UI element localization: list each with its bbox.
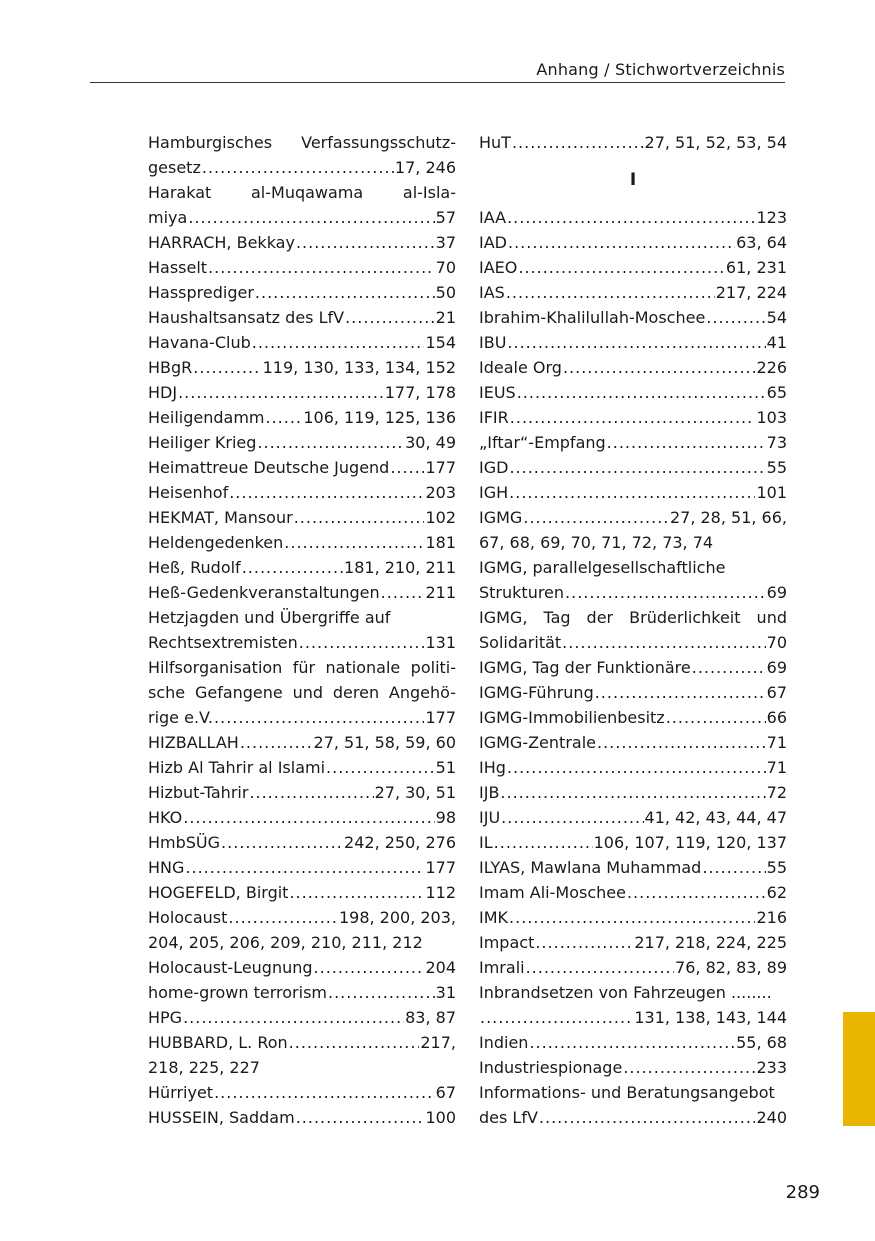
index-entry bbox=[148, 855, 456, 880]
entry-pages: 71 bbox=[766, 733, 787, 752]
index-group-i bbox=[479, 205, 787, 1130]
entry-term: Ideale Org bbox=[479, 358, 562, 377]
entry-term: Imrali bbox=[479, 958, 525, 977]
entry-pages: 106, 107, 119, 120, 137 bbox=[593, 833, 787, 852]
entry-term: Heisenhof bbox=[148, 483, 229, 502]
index-entry bbox=[479, 455, 787, 480]
entry-pages: 226 bbox=[756, 358, 787, 377]
entry-pages: 70 bbox=[435, 258, 456, 277]
dot-leader bbox=[252, 330, 425, 355]
dot-leader bbox=[390, 455, 424, 480]
entry-pages: 154 bbox=[425, 333, 456, 352]
entry-term: HARRACH, Bekkay bbox=[148, 233, 295, 252]
dot-leader bbox=[183, 805, 434, 830]
dot-leader bbox=[289, 1030, 420, 1055]
dot-leader bbox=[627, 880, 766, 905]
entry-pages: 67 bbox=[435, 1083, 456, 1102]
entry-pages: 63, 64 bbox=[736, 233, 787, 252]
index-entry bbox=[148, 1080, 456, 1105]
entry-term: Industriespionage bbox=[479, 1058, 623, 1077]
entry-pages: 181 bbox=[425, 533, 456, 552]
entry-term: IAA bbox=[479, 208, 507, 227]
dot-leader bbox=[507, 205, 755, 230]
entry-pages: 211 bbox=[425, 583, 456, 602]
index-entry bbox=[479, 205, 787, 230]
index-entry bbox=[479, 330, 787, 355]
dot-leader bbox=[523, 505, 669, 530]
entry-term: „Iftar“-Empfang bbox=[479, 433, 606, 452]
entry-pages: 242, 250, 276 bbox=[344, 833, 456, 852]
index-entry bbox=[148, 555, 456, 580]
index-column-left bbox=[148, 130, 456, 1130]
dot-leader bbox=[529, 1030, 735, 1055]
entry-term: IGMG bbox=[479, 508, 523, 527]
entry-pages: 30, 49 bbox=[405, 433, 456, 452]
entry-term: Impact bbox=[479, 933, 535, 952]
index-entry bbox=[148, 980, 456, 1005]
entry-pages: 51 bbox=[435, 758, 456, 777]
index-entry bbox=[479, 805, 787, 830]
entry-pages: 50 bbox=[435, 283, 456, 302]
index-entry bbox=[479, 680, 787, 705]
entry-pages: 71 bbox=[766, 758, 787, 777]
index-entry bbox=[479, 730, 787, 755]
dot-leader bbox=[480, 1005, 633, 1030]
dot-leader bbox=[345, 305, 435, 330]
index-entry: IGMG, Tag der Brüderlichkeit und bbox=[479, 608, 787, 627]
dot-leader bbox=[328, 980, 435, 1005]
entry-term: Indien bbox=[479, 1033, 529, 1052]
entry-term: gesetz bbox=[148, 158, 201, 177]
entry-pages: 67 bbox=[766, 683, 787, 702]
dot-leader bbox=[508, 230, 735, 255]
index-entry: Hilfsorganisation für nationale politi- bbox=[148, 658, 456, 677]
entry-term: HUBBARD, L. Ron bbox=[148, 1033, 288, 1052]
index-entry bbox=[148, 580, 456, 605]
entry-pages: 131 bbox=[425, 633, 456, 652]
entry-term: IGMG, Tag der Funktionäre bbox=[479, 658, 691, 677]
entry-pages: 83, 87 bbox=[405, 1008, 456, 1027]
entry-term: ILYAS, Mawlana Muhammad bbox=[479, 858, 702, 877]
entry-pages: 31 bbox=[435, 983, 456, 1002]
chapter-thumb-tab bbox=[843, 1012, 875, 1126]
entry-pages: 62 bbox=[766, 883, 787, 902]
entry-pages: 72 bbox=[766, 783, 787, 802]
entry-pages: 177 bbox=[425, 858, 456, 877]
index-entry: IGMG, parallelgesellschaftliche bbox=[479, 558, 726, 577]
index-entry bbox=[148, 780, 456, 805]
entry-term: HDJ bbox=[148, 383, 178, 402]
entry-pages: 17, 246 bbox=[394, 158, 456, 177]
dot-leader bbox=[296, 230, 435, 255]
index-entry bbox=[479, 580, 787, 605]
entry-pages: 21 bbox=[435, 308, 456, 327]
index-entry bbox=[479, 1055, 787, 1080]
entry-term: Hasselt bbox=[148, 258, 208, 277]
dot-leader bbox=[494, 830, 593, 855]
dot-leader bbox=[562, 630, 765, 655]
index-entry: 218, 225, 227 bbox=[148, 1058, 260, 1077]
index-entry bbox=[479, 380, 787, 405]
dot-leader bbox=[229, 480, 424, 505]
index-entry bbox=[479, 955, 787, 980]
entry-pages: 65 bbox=[766, 383, 787, 402]
index-entry bbox=[479, 280, 787, 305]
index-entry bbox=[148, 205, 456, 230]
entry-term: Hürriyet bbox=[148, 1083, 214, 1102]
index-entry bbox=[479, 705, 787, 730]
entry-term: Solidarität bbox=[479, 633, 562, 652]
dot-leader bbox=[240, 730, 313, 755]
entry-term: Hizbut-Tahrir bbox=[148, 783, 249, 802]
entry-pages: 66 bbox=[766, 708, 787, 727]
entry-term: Ibrahim-Khalilullah-Moschee bbox=[479, 308, 706, 327]
dot-leader bbox=[692, 655, 766, 680]
entry-term: IBU bbox=[479, 333, 507, 352]
index-entry bbox=[148, 1105, 456, 1130]
entry-pages: 233 bbox=[756, 1058, 787, 1077]
dot-leader bbox=[512, 130, 644, 155]
entry-term: rige e.V. bbox=[148, 708, 214, 727]
entry-pages: 69 bbox=[766, 658, 787, 677]
index-entry: Informations- und Beratungsangebot bbox=[479, 1083, 775, 1102]
index-entry bbox=[148, 330, 456, 355]
entry-pages: 119, 130, 133, 134, 152 bbox=[262, 358, 456, 377]
entry-term: Holocaust bbox=[148, 908, 228, 927]
dot-leader bbox=[510, 405, 756, 430]
entry-pages: 61, 231 bbox=[725, 258, 787, 277]
dot-leader bbox=[506, 280, 715, 305]
entry-pages: 103 bbox=[756, 408, 787, 427]
index-entry: Inbrandsetzen von Fahrzeugen ........ bbox=[479, 983, 772, 1002]
entry-pages: 55 bbox=[766, 458, 787, 477]
entry-pages: 54 bbox=[766, 308, 787, 327]
dot-leader bbox=[509, 455, 765, 480]
index-entry bbox=[148, 155, 456, 180]
dot-leader bbox=[507, 330, 765, 355]
entry-pages: 57 bbox=[435, 208, 456, 227]
entry-pages: 216 bbox=[756, 908, 787, 927]
index-entry bbox=[479, 755, 787, 780]
index-entry bbox=[479, 130, 787, 155]
entry-term: IGMG-Zentrale bbox=[479, 733, 596, 752]
entry-pages: 100 bbox=[425, 1108, 456, 1127]
index-entry bbox=[148, 230, 456, 255]
dot-leader bbox=[208, 255, 435, 280]
index-entry bbox=[479, 1030, 787, 1055]
entry-term: IHg bbox=[479, 758, 506, 777]
index-entry: 204, 205, 206, 209, 210, 211, 212 bbox=[148, 933, 423, 952]
index-entry bbox=[479, 305, 787, 330]
dot-leader bbox=[500, 780, 765, 805]
entry-pages: 217, 224 bbox=[715, 283, 787, 302]
entry-pages: 76, 82, 83, 89 bbox=[675, 958, 787, 977]
entry-pages: 112 bbox=[425, 883, 456, 902]
index-entry bbox=[479, 430, 787, 455]
index-entry bbox=[479, 855, 787, 880]
entry-pages: 27, 28, 51, 66, bbox=[669, 508, 787, 527]
dot-leader bbox=[314, 955, 425, 980]
index-entry bbox=[148, 430, 456, 455]
entry-term: HmbSÜG bbox=[148, 833, 221, 852]
index-entry: Harakat al-Muqawama al-Isla- bbox=[148, 183, 456, 202]
entry-term: HOGEFELD, Birgit bbox=[148, 883, 289, 902]
index-entry bbox=[479, 930, 787, 955]
entry-term: Heiliger Krieg bbox=[148, 433, 257, 452]
entry-pages: 37 bbox=[435, 233, 456, 252]
dot-leader bbox=[214, 1080, 435, 1105]
index-entry bbox=[479, 505, 787, 530]
index-entry bbox=[479, 355, 787, 380]
entry-pages: 123 bbox=[756, 208, 787, 227]
dot-leader bbox=[565, 580, 766, 605]
entry-term: IJB bbox=[479, 783, 500, 802]
index-entry bbox=[148, 255, 456, 280]
dot-leader bbox=[607, 430, 766, 455]
dot-leader bbox=[623, 1055, 755, 1080]
dot-leader bbox=[294, 505, 425, 530]
entry-pages: 55 bbox=[766, 858, 787, 877]
entry-pages: 177 bbox=[425, 458, 456, 477]
entry-term: Havana-Club bbox=[148, 333, 251, 352]
entry-pages: 55, 68 bbox=[736, 1033, 787, 1052]
dot-leader bbox=[509, 905, 755, 930]
index-entry bbox=[479, 255, 787, 280]
dot-leader bbox=[255, 280, 435, 305]
entry-term: HBgR bbox=[148, 358, 193, 377]
entry-term: IAEO bbox=[479, 258, 518, 277]
entry-term: IGD bbox=[479, 458, 509, 477]
entry-term: Heß-Gedenkveranstaltungen bbox=[148, 583, 380, 602]
index-entry bbox=[479, 630, 787, 655]
index-entry bbox=[479, 905, 787, 930]
index-entry: sche Gefangene und deren Angehö- bbox=[148, 683, 456, 702]
index-entry: Hamburgisches Verfassungsschutz- bbox=[148, 133, 456, 152]
dot-leader bbox=[257, 430, 404, 455]
dot-leader bbox=[518, 255, 725, 280]
entry-term: IFIR bbox=[479, 408, 509, 427]
entry-pages: 106, 119, 125, 136 bbox=[303, 408, 456, 427]
entry-pages: 177 bbox=[425, 708, 456, 727]
entry-pages: 27, 51, 52, 53, 54 bbox=[644, 133, 787, 152]
entry-term: Imam Ali-Moschee bbox=[479, 883, 626, 902]
entry-pages: 70 bbox=[766, 633, 787, 652]
entry-pages: 217, 218, 224, 225 bbox=[634, 933, 787, 952]
page-number: 289 bbox=[785, 1182, 820, 1203]
entry-term: Hizb Al Tahrir al Islami bbox=[148, 758, 326, 777]
entry-term: Rechtsextremisten bbox=[148, 633, 298, 652]
entry-pages: 131, 138, 143, 144 bbox=[634, 1008, 787, 1027]
dot-leader bbox=[188, 205, 434, 230]
entry-pages: 204 bbox=[425, 958, 456, 977]
entry-pages: 101 bbox=[756, 483, 787, 502]
index-entry bbox=[479, 880, 787, 905]
index-entry bbox=[148, 280, 456, 305]
index-entry bbox=[148, 705, 456, 730]
index-entry bbox=[148, 730, 456, 755]
entry-term: Strukturen bbox=[479, 583, 565, 602]
entry-term: IGH bbox=[479, 483, 509, 502]
entry-pages: 198, 200, 203, bbox=[338, 908, 456, 927]
dot-leader bbox=[666, 705, 766, 730]
entry-pages: 177, 178 bbox=[384, 383, 456, 402]
entry-term: HUSSEIN, Saddam bbox=[148, 1108, 295, 1127]
dot-leader bbox=[381, 580, 425, 605]
index-entry bbox=[148, 455, 456, 480]
entry-term: miya bbox=[148, 208, 188, 227]
header-title: Anhang / Stichwortverzeichnis bbox=[536, 60, 785, 79]
dot-leader bbox=[563, 355, 756, 380]
dot-leader bbox=[501, 805, 643, 830]
index-entry: Hetzjagden und Übergriffe auf bbox=[148, 608, 391, 627]
entry-pages: 203 bbox=[425, 483, 456, 502]
index-entry bbox=[148, 905, 456, 930]
dot-leader bbox=[221, 830, 343, 855]
index-entry bbox=[148, 380, 456, 405]
entry-term: Heiligendamm bbox=[148, 408, 265, 427]
index-entry bbox=[148, 530, 456, 555]
dot-leader bbox=[178, 380, 384, 405]
dot-leader bbox=[299, 630, 425, 655]
entry-term: IAS bbox=[479, 283, 505, 302]
dot-leader bbox=[326, 755, 435, 780]
dot-leader bbox=[289, 880, 424, 905]
section-letter-heading: I bbox=[629, 170, 637, 190]
entry-term: IEUS bbox=[479, 383, 516, 402]
index-entry bbox=[148, 755, 456, 780]
dot-leader bbox=[595, 680, 766, 705]
index-entry bbox=[479, 780, 787, 805]
entry-term: Heß, Rudolf bbox=[148, 558, 241, 577]
entry-term: Holocaust-Leugnung bbox=[148, 958, 313, 977]
dot-leader bbox=[202, 155, 394, 180]
entry-pages: 27, 51, 58, 59, 60 bbox=[313, 733, 456, 752]
entry-term: IGMG-Führung bbox=[479, 683, 594, 702]
entry-term: Haushaltsansatz des LfV bbox=[148, 308, 345, 327]
index-entry bbox=[148, 1005, 456, 1030]
entry-pages: 181, 210, 211 bbox=[344, 558, 456, 577]
index-entry bbox=[479, 830, 787, 855]
entry-term: IJU bbox=[479, 808, 501, 827]
entry-pages: 69 bbox=[766, 583, 787, 602]
dot-leader bbox=[228, 905, 338, 930]
entry-pages: 102 bbox=[425, 508, 456, 527]
index-entry bbox=[479, 230, 787, 255]
dot-leader bbox=[193, 355, 261, 380]
dot-leader bbox=[507, 755, 766, 780]
index-entry bbox=[148, 305, 456, 330]
dot-leader bbox=[702, 855, 765, 880]
index-entry bbox=[148, 405, 456, 430]
dot-leader bbox=[242, 555, 343, 580]
entry-term: HPG bbox=[148, 1008, 183, 1027]
entry-term: HKO bbox=[148, 808, 183, 827]
entry-pages: 41, 42, 43, 44, 47 bbox=[644, 808, 787, 827]
index-entry bbox=[148, 630, 456, 655]
index-entry bbox=[148, 955, 456, 980]
index-entry bbox=[148, 805, 456, 830]
entry-term: des LfV bbox=[479, 1108, 538, 1127]
entry-pages: 217, bbox=[420, 1033, 456, 1052]
index-entry bbox=[148, 1030, 456, 1055]
index-entry bbox=[148, 505, 456, 530]
dot-leader bbox=[284, 530, 424, 555]
index-entry bbox=[479, 1005, 787, 1030]
dot-leader bbox=[265, 405, 302, 430]
dot-leader bbox=[535, 930, 633, 955]
entry-term: HuT bbox=[479, 133, 511, 152]
entry-term: IL bbox=[479, 833, 493, 852]
dot-leader bbox=[214, 705, 424, 730]
entry-pages: 240 bbox=[756, 1108, 787, 1127]
entry-pages: 27, 30, 51 bbox=[374, 783, 456, 802]
index-entry: 67, 68, 69, 70, 71, 72, 73, 74 bbox=[479, 533, 714, 552]
dot-leader bbox=[706, 305, 765, 330]
index-entry bbox=[148, 880, 456, 905]
entry-term: HEKMAT, Mansour bbox=[148, 508, 293, 527]
index-group-h-continued bbox=[479, 130, 787, 155]
dot-leader bbox=[183, 1005, 404, 1030]
entry-term: IAD bbox=[479, 233, 507, 252]
entry-pages: 41 bbox=[766, 333, 787, 352]
entry-term: HIZBALLAH bbox=[148, 733, 239, 752]
dot-leader bbox=[185, 855, 424, 880]
dot-leader bbox=[517, 380, 766, 405]
index-entry bbox=[148, 355, 456, 380]
index-entry bbox=[479, 655, 787, 680]
entry-pages: 73 bbox=[766, 433, 787, 452]
entry-term: Heldengedenken bbox=[148, 533, 284, 552]
dot-leader bbox=[539, 1105, 756, 1130]
index-entry bbox=[479, 480, 787, 505]
index-entry bbox=[479, 405, 787, 430]
index-entry bbox=[479, 1105, 787, 1130]
entry-term: HNG bbox=[148, 858, 185, 877]
running-header bbox=[90, 58, 785, 83]
index-entry bbox=[148, 480, 456, 505]
entry-pages: 98 bbox=[435, 808, 456, 827]
index-entry bbox=[148, 830, 456, 855]
dot-leader bbox=[249, 780, 373, 805]
dot-leader bbox=[296, 1105, 425, 1130]
entry-term: IGMG-Immobilienbesitz bbox=[479, 708, 665, 727]
entry-term: home-grown terrorism bbox=[148, 983, 327, 1002]
entry-term: IMK bbox=[479, 908, 509, 927]
dot-leader bbox=[526, 955, 674, 980]
entry-term: Hassprediger bbox=[148, 283, 254, 302]
dot-leader bbox=[597, 730, 766, 755]
index-column-right bbox=[479, 130, 787, 1130]
entry-term: Heimattreue Deutsche Jugend bbox=[148, 458, 390, 477]
dot-leader bbox=[509, 480, 755, 505]
